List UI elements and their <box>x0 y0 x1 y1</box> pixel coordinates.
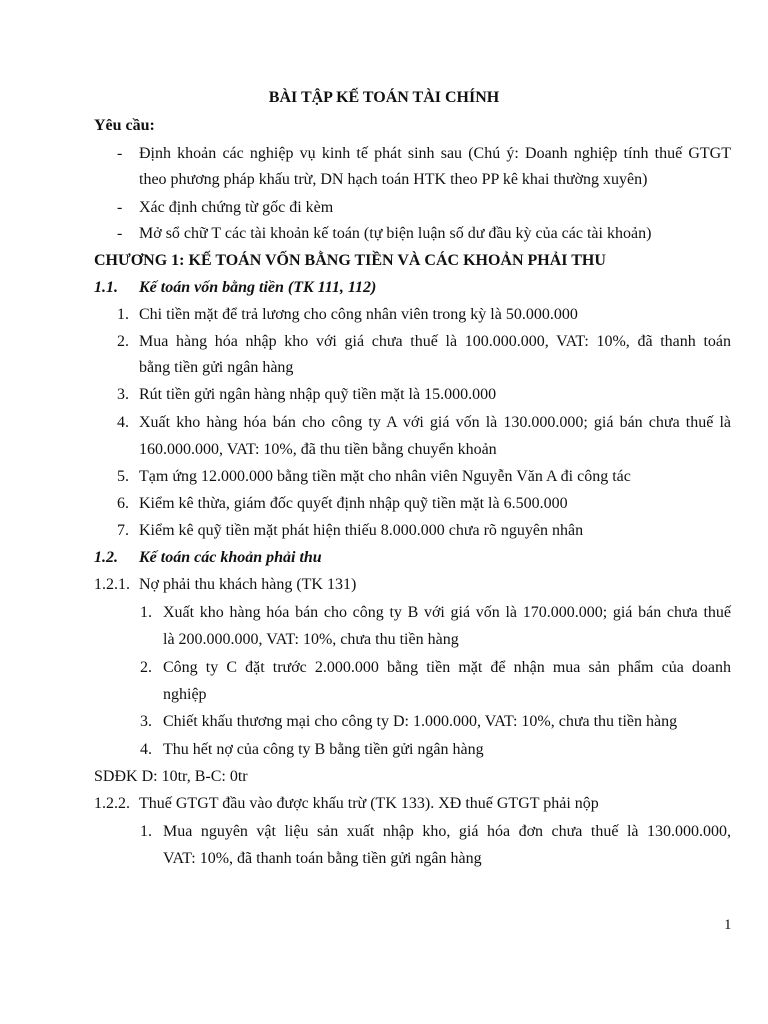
list-item-number: 1. <box>140 823 152 840</box>
opening-balance-note: SDĐK D: 10tr, B-C: 0tr <box>94 768 248 785</box>
list-item: Mua nguyên vật liệu sản xuất nhập kho, giá hóa đơn chưa thuế là 130.000.000, <box>163 823 731 840</box>
subsection-number: 1.2.2. <box>94 795 130 812</box>
list-item-number: 1. <box>117 306 129 323</box>
list-item: Công ty C đặt trước 2.000.000 bằng tiền mặt để nhận mua sản phẩm của doanh <box>163 659 731 676</box>
list-item: Thu hết nợ của công ty B bằng tiền gửi ngân hàng <box>163 741 484 758</box>
section-title: Kế toán vốn bằng tiền (TK 111, 112) <box>139 279 377 296</box>
list-item-number: 3. <box>140 713 152 730</box>
bullet-dash: - <box>117 145 123 162</box>
list-item: Rút tiền gửi ngân hàng nhập quỹ tiền mặt là 15.000.000 <box>139 386 497 403</box>
subsection-number: 1.2.1. <box>94 576 130 593</box>
chapter-heading: CHƯƠNG 1: KẾ TOÁN VỐN BẰNG TIỀN VÀ CÁC KHOẢN PHẢI THU <box>94 252 606 269</box>
list-item-number: 4. <box>140 741 152 758</box>
list-item: Kiểm kê thừa, giám đốc quyết định nhập quỹ tiền mặt là 6.500.000 <box>139 495 568 512</box>
list-item-continuation: bằng tiền gửi ngân hàng <box>139 359 294 376</box>
list-item: Tạm ứng 12.000.000 bằng tiền mặt cho nhân viên Nguyễn Văn A đi công tác <box>139 468 631 485</box>
requirement-item: Mở sổ chữ T các tài khoản kế toán (tự biện luận số dư đầu kỳ của các tài khoản) <box>139 225 652 242</box>
requirement-item-continuation: theo phương pháp khấu trừ, DN hạch toán HTK theo PP kê khai thường xuyên) <box>139 171 648 188</box>
list-item: Xuất kho hàng hóa bán cho công ty A với giá vốn là 130.000.000; giá bán chưa thuế là <box>139 414 731 431</box>
list-item-number: 4. <box>117 414 129 431</box>
list-item-number: 7. <box>117 522 129 539</box>
page-number: 1 <box>724 917 732 933</box>
list-item: Xuất kho hàng hóa bán cho công ty B với giá vốn là 170.000.000; giá bán chưa thuế <box>163 604 731 621</box>
bullet-dash: - <box>117 199 123 216</box>
requirements-heading: Yêu cầu: <box>94 117 155 134</box>
list-item-number: 2. <box>140 659 152 676</box>
list-item: Kiểm kê quỹ tiền mặt phát hiện thiếu 8.000.000 chưa rõ nguyên nhân <box>139 522 584 539</box>
list-item-continuation: VAT: 10%, đã thanh toán bằng tiền gửi ngân hàng <box>163 850 482 867</box>
list-item-number: 6. <box>117 495 129 512</box>
section-title: Kế toán các khoản phải thu <box>139 549 322 566</box>
list-item-continuation: là 200.000.000, VAT: 10%, chưa thu tiền hàng <box>163 631 459 648</box>
bullet-dash: - <box>117 225 123 242</box>
section-number: 1.1. <box>94 279 118 296</box>
document-title: BÀI TẬP KẾ TOÁN TÀI CHÍNH <box>268 89 500 106</box>
list-item-continuation: nghiệp <box>163 686 207 703</box>
list-item: Mua hàng hóa nhập kho với giá chưa thuế là 100.000.000, VAT: 10%, đã thanh toán <box>139 333 731 350</box>
list-item: Chi tiền mặt để trả lương cho công nhân viên trong kỳ là 50.000.000 <box>139 306 578 323</box>
requirement-item: Xác định chứng từ gốc đi kèm <box>139 199 334 216</box>
requirement-item: Định khoản các nghiệp vụ kinh tế phát sinh sau (Chú ý: Doanh nghiệp tính thuế GTGT <box>139 145 731 162</box>
list-item-number: 2. <box>117 333 129 350</box>
subsection-title: Nợ phải thu khách hàng (TK 131) <box>139 576 357 593</box>
list-item-continuation: 160.000.000, VAT: 10%, đã thu tiền bằng chuyển khoản <box>139 441 497 458</box>
list-item: Chiết khấu thương mại cho công ty D: 1.000.000, VAT: 10%, chưa thu tiền hàng <box>163 713 678 730</box>
subsection-title: Thuế GTGT đầu vào được khấu trừ (TK 133). XĐ thuế GTGT phải nộp <box>139 795 599 812</box>
list-item-number: 5. <box>117 468 129 485</box>
list-item-number: 3. <box>117 386 129 403</box>
list-item-number: 1. <box>140 604 152 621</box>
section-number: 1.2. <box>94 549 118 566</box>
